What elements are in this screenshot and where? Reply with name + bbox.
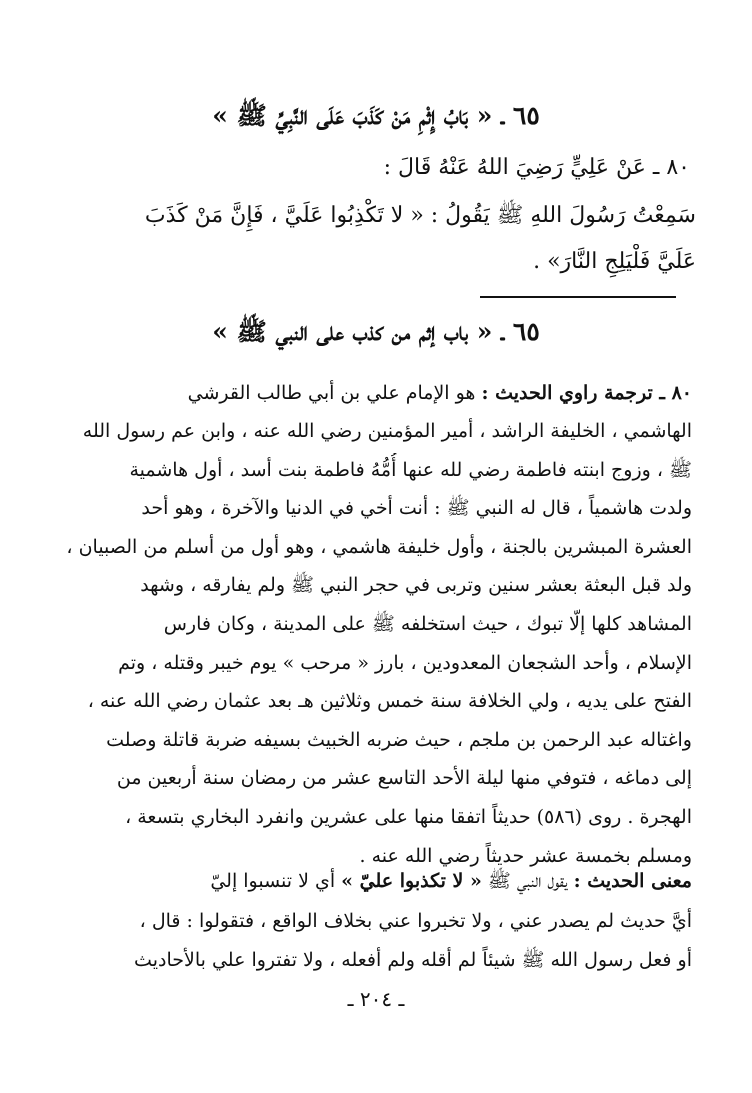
biography-line: الفتح على يديه ، ولي الخلافة سنة خمس وثلاثين هـ بعد عثمان رضي الله عنه ، xyxy=(87,690,692,713)
biography-first-line-text: هو الإمام علي بن أبي طالب القرشي xyxy=(187,382,482,404)
biography-line: الهاشمي ، الخليفة الراشد ، أمير المؤمنين رضي الله عنه ، وابن عم رسول الله xyxy=(82,420,692,442)
biography-line-1 xyxy=(52,376,692,410)
meaning-first-line-post: أي لا تنسبوا إليّ xyxy=(210,870,342,892)
biography-line: ولد قبل البعثة بعشر سنين وتربى في حجر النبي ﷺ ولم يفارقه ، وشهد xyxy=(140,574,692,597)
meaning-quoted-hadith: « لا تكذبوا عليّ » xyxy=(341,870,482,892)
biography-line: الهجرة . روى (٥٨٦) حديثاً اتفقا منها على عشرين وانفرد البخاري بتسعة ، xyxy=(125,806,692,828)
hadith-intro: ٨٠ ـ عَنْ عَلِيٍّ رَضِيَ اللهُ عَنْهُ قَالَ : xyxy=(383,155,690,180)
biography-line: العشرة المبشرين بالجنة ، وأول خليفة هاشمي ، وهو أول من أسلم من الصبيان ، xyxy=(66,535,692,558)
biography-line: ومسلم بخمسة عشر حديثاً رضي الله عنه . xyxy=(359,844,692,867)
biography-line: ﷺ ، وزوج ابنته فاطمة رضي لله عنها أُمُّهُ فاطمة بنت أسد ، أول هاشمية xyxy=(129,458,692,481)
biography-line: ولدت هاشمياً ، قال له النبي ﷺ : أنت أخي في الدنيا والآخرة ، وهو أحد xyxy=(141,497,692,520)
biography-line: المشاهد كلها إلّا تبوك ، حيث استخلفه ﷺ على المدينة ، وكان فارس xyxy=(163,613,692,635)
biography-line: واغتاله عبد الرحمن بن ملجم ، حيث ضربه الخبيث بسيفه ضربة قاتلة وصلت xyxy=(106,728,692,751)
meaning-line: أو فعل رسول الله ﷺ شيئاً لم أقله ولم أفعله ، ولا تفتروا علي بالأحاديث xyxy=(134,948,692,971)
meaning-line: أيَّ حديث لم يصدر عني ، ولا تخبروا عني بخلاف الواقع ، فتقولوا : قال ، xyxy=(139,910,692,932)
hadith-text-line-1: سَمِعْتُ رَسُولَ اللهِ ﷺ يَقُولُ : « لا تَكْذِبُوا عَلَيَّ ، فَإِنَّ مَنْ كَذَبَ xyxy=(144,203,696,228)
meaning-line-1 xyxy=(52,864,692,898)
biography-label: ٨٠ ـ ترجمة راوي الحديث : xyxy=(481,382,692,404)
hadith-text-line-2: عَلَيَّ فَلْيَلِجِ النَّارَ» . xyxy=(533,249,696,274)
chapter-heading-plain: ٦٥ ـ « باب إثم من كذب على النبي ﷺ » xyxy=(212,317,540,346)
section-divider xyxy=(480,296,676,298)
biography-line: إلى دماغه ، فتوفي منها ليلة الأحد التاسع عشر من رمضان سنة أربعين من xyxy=(116,767,692,790)
biography-line: الإسلام ، وأحد الشجعان المعدودين ، بارز « مرحب » يوم خيبر وقتله ، وتم xyxy=(118,651,692,674)
page-number: ـ ٢٠٤ ـ xyxy=(347,987,405,1011)
chapter-heading-vocalized: ٦٥ ـ « بَابُ إِثْمِ مَنْ كَذَبَ عَلَى النَّبِيِّ ﷺ » xyxy=(212,101,540,130)
meaning-label: معنى الحديث : xyxy=(573,870,692,892)
meaning-first-line-pre: يقول النبي ﷺ xyxy=(481,870,574,892)
